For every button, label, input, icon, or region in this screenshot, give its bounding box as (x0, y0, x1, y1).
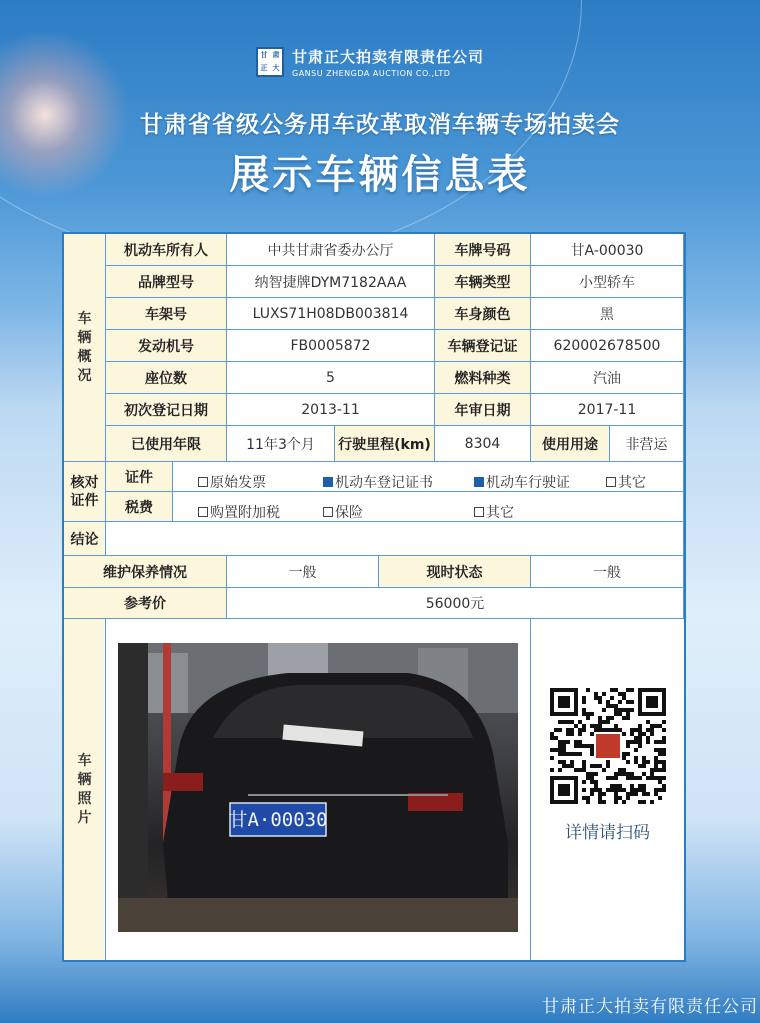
license-plate-text: 甘A·00030 (228, 809, 328, 831)
overview-section-label: 车 辆 概 况 (64, 234, 106, 462)
brand-value: 纳智捷牌DYM7182AAA (227, 266, 435, 298)
doc-option-invoice[interactable]: 原始发票 (198, 472, 266, 492)
qr-code-icon[interactable] (550, 688, 666, 804)
checkbox-icon (474, 507, 484, 517)
vehicle-photo (118, 643, 518, 932)
inspect-label: 年审日期 (435, 394, 531, 426)
company-header (256, 46, 484, 78)
mileage-value: 8304 (435, 426, 531, 462)
type-label: 车辆类型 (435, 266, 531, 298)
brand-label: 品牌型号 (106, 266, 227, 298)
checkbox-checked-icon (474, 477, 484, 487)
status-value: 一般 (531, 556, 684, 588)
maintenance-label: 维护保养情况 (64, 556, 227, 588)
price-label: 参考价 (64, 588, 227, 619)
cert-value: 620002678500 (531, 330, 684, 362)
plate-value: 甘A-00030 (531, 234, 684, 266)
engine-value: FB0005872 (227, 330, 435, 362)
company-name-en: GANSU ZHENGDA AUCTION CO.,LTD (292, 69, 451, 78)
tax-label: 税费 (106, 492, 173, 522)
docs-label: 证件 (106, 462, 173, 492)
doc-option-other[interactable]: 其它 (606, 472, 646, 492)
color-label: 车身颜色 (435, 298, 531, 330)
tax-option-other[interactable]: 其它 (474, 502, 514, 522)
tax-option-purchase-tax[interactable]: 购置附加税 (198, 502, 280, 522)
usage-label: 使用用途 (531, 426, 610, 462)
usage-value: 非营运 (610, 426, 684, 462)
owner-label: 机动车所有人 (106, 234, 227, 266)
photo-section-label: 车 辆 照 片 (64, 619, 106, 960)
company-logo-icon: 甘 肃 正 大 (256, 47, 284, 77)
age-value: 11年3个月 (227, 426, 335, 462)
scan-prompt: 详情请扫码 (565, 823, 650, 843)
status-label: 现时状态 (379, 556, 531, 588)
tax-option-insurance[interactable]: 保险 (323, 502, 363, 522)
owner-value: 中共甘肃省委办公厅 (227, 234, 435, 266)
doc-option-registration-cert[interactable]: 机动车登记证书 (323, 472, 433, 492)
engine-label: 发动机号 (106, 330, 227, 362)
seats-value: 5 (227, 362, 435, 394)
maintenance-value: 一般 (227, 556, 379, 588)
checkbox-icon (198, 477, 208, 487)
first-reg-label: 初次登记日期 (106, 394, 227, 426)
age-label: 已使用年限 (106, 426, 227, 462)
inspect-value: 2017-11 (531, 394, 684, 426)
verify-section-label: 核对证件 (64, 462, 106, 522)
conclusion-label: 结论 (64, 522, 106, 556)
company-name-cn: 甘肃正大拍卖有限责任公司 (292, 48, 485, 66)
first-reg-value: 2013-11 (227, 394, 435, 426)
seats-label: 座位数 (106, 362, 227, 394)
cert-label: 车辆登记证 (435, 330, 531, 362)
vin-label: 车架号 (106, 298, 227, 330)
vin-value: LUXS71H08DB003814 (227, 298, 435, 330)
color-value: 黑 (531, 298, 684, 330)
checkbox-checked-icon (323, 477, 333, 487)
checkbox-icon (323, 507, 333, 517)
fuel-label: 燃料种类 (435, 362, 531, 394)
checkbox-icon (606, 477, 616, 487)
page-subtitle: 展示车辆信息表 (229, 152, 531, 198)
checkbox-icon (198, 507, 208, 517)
plate-label: 车牌号码 (435, 234, 531, 266)
doc-option-driving-license[interactable]: 机动车行驶证 (474, 472, 570, 492)
footer-company-name: 甘肃正大拍卖有限责任公司 (542, 997, 758, 1017)
type-value: 小型轿车 (531, 266, 684, 298)
fuel-value: 汽油 (531, 362, 684, 394)
page-title: 甘肃省省级公务用车改革取消车辆专场拍卖会 (140, 112, 620, 138)
conclusion-value (106, 522, 684, 556)
price-value: 56000元 (227, 588, 684, 619)
mileage-label: 行驶里程(km) (335, 426, 435, 462)
